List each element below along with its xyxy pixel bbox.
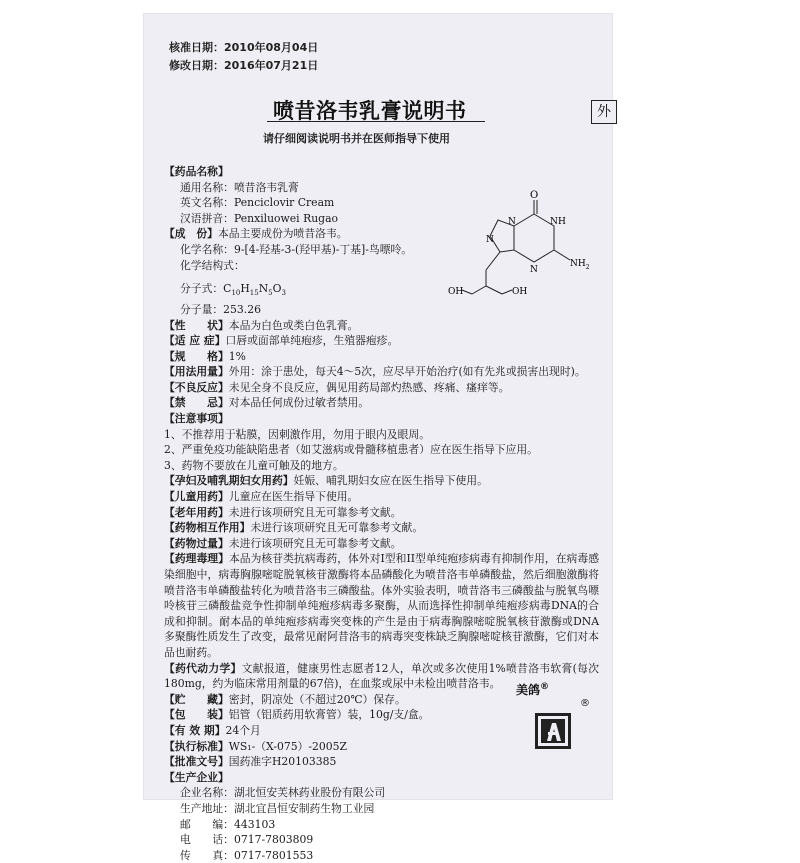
company-logo-icon bbox=[535, 713, 571, 749]
section-label: 【不良反应】 bbox=[164, 380, 229, 394]
leaflet-sheet bbox=[143, 13, 613, 862]
pharmacology-text: 本品为核苷类抗病毒药，体外对I型和II型单纯疱疹病毒有抑制作用，在病毒感染细胞中，病毒胸腺嘧啶脱氧核苷激酶将本品磷酸化为喷昔洛韦单磷酸盐，然后细胞激酶将喷昔洛韦单磷酸盐转化为喷昔洛韦三磷酸盐。体外实验表明，喷昔洛韦三磷酸盐与脱氧鸟嘌呤核苷三磷酸盐竞争性抑制单纯疱疹病毒多聚酶，从而选择性抑制单纯疱疹病毒DNA的合成和抑制。耐本品的单纯疱疹病毒突变株的产生是由于病毒胸腺嘧啶脱氧核苷激酶或DNA多聚酶性质发生了改变，最常见耐阿昔洛韦的病毒突变株缺乏胸腺嘧啶核苷激酶，它们对本品也耐药。 bbox=[164, 552, 599, 659]
ingredients-label: 【成 份】 bbox=[164, 227, 218, 241]
section-row bbox=[164, 505, 599, 521]
section-row bbox=[164, 318, 599, 334]
revision-date: 修改日期：2016年07月21日 bbox=[169, 59, 319, 72]
precaution-item: 1、不推荐用于粘膜，因刺激作用，勿用于眼内及眼周。 bbox=[164, 427, 430, 441]
sections-group-3 bbox=[164, 692, 599, 770]
section-label: 【药物相互作用】 bbox=[164, 521, 251, 535]
precaution-item: 2、严重免疫功能缺陷患者（如艾滋病或骨髓移植患者）应在医生指导下应用。 bbox=[164, 443, 538, 457]
manufacturer-line: 邮 编：443103 bbox=[180, 817, 276, 831]
section-label: 【老年用药】 bbox=[164, 505, 229, 519]
section-text: 铝管（铝质药用软膏管）装，10g/支/盒。 bbox=[228, 708, 430, 722]
section-row bbox=[164, 754, 599, 770]
section-row bbox=[164, 707, 599, 723]
precaution-item: 3、药物不要放在儿童可触及的地方。 bbox=[164, 458, 344, 472]
section-text: 未见全身不良反应，偶见用药局部灼热感、疼痛、瘙痒等。 bbox=[228, 380, 510, 394]
section-text: 儿童应在医生指导下使用。 bbox=[228, 490, 359, 504]
section-row bbox=[164, 739, 599, 755]
section-row bbox=[164, 520, 599, 536]
hydroxyl-right: OH bbox=[512, 287, 528, 297]
section-label: 【适 应 症】 bbox=[164, 334, 226, 348]
section-text: 本品为白色或类白色乳膏。 bbox=[228, 318, 359, 332]
english-name: 英文名称：Penciclovir Cream bbox=[180, 196, 335, 210]
section-text: 口唇或面部单纯疱疹，生殖器疱疹。 bbox=[225, 334, 399, 348]
manufacturer-line: 生产地址：湖北宜昌恒安制药生物工业园 bbox=[180, 801, 375, 815]
approval-date: 核准日期：2010年08月04日 bbox=[169, 41, 319, 54]
section-label: 【有 效 期】 bbox=[164, 723, 226, 737]
hydroxyl-left: OH bbox=[448, 287, 464, 297]
section-text: 未进行该项研究且无可靠参考文献。 bbox=[250, 521, 424, 535]
precautions-heading: 【注意事项】 bbox=[164, 412, 229, 426]
section-label: 【批准文号】 bbox=[164, 755, 229, 769]
structure-label: 化学结构式： bbox=[180, 258, 245, 272]
molecular-weight: 分子量：253.26 bbox=[180, 302, 261, 316]
sections-group-2 bbox=[164, 473, 599, 551]
ingredients-text: 本品主要成份为喷昔洛韦。 bbox=[217, 227, 348, 241]
section-label: 【禁 忌】 bbox=[164, 396, 229, 410]
atom-n1: N bbox=[550, 217, 558, 227]
atom-h: H bbox=[558, 217, 566, 227]
section-label: 【执行标准】 bbox=[164, 739, 229, 753]
section-label: 【性 状】 bbox=[164, 318, 229, 332]
section-text: 对本品任何成份过敏者禁用。 bbox=[228, 396, 370, 410]
atom-nh2: $NH_2$ bbox=[570, 259, 590, 271]
section-label: 【儿童用药】 bbox=[164, 490, 229, 504]
chemical-name: 化学名称：9-[4-羟基-3-(羟甲基)-丁基]-鸟嘌呤。 bbox=[180, 242, 413, 256]
section-row bbox=[164, 536, 599, 552]
pinyin-name: 汉语拼音：Penxiluowei Rugao bbox=[180, 211, 339, 225]
section-row bbox=[164, 380, 599, 396]
section-row bbox=[164, 349, 599, 365]
section-text: WS₁-（X-075）-2005Z bbox=[228, 739, 348, 753]
document-title: 喷昔洛韦乳膏说明书 bbox=[273, 99, 467, 123]
manufacturer-list bbox=[164, 785, 599, 863]
sections-group-1 bbox=[164, 318, 599, 412]
section-row bbox=[164, 395, 599, 411]
section-row bbox=[164, 723, 599, 739]
manufacturer-line: 传 真：0717-7801553 bbox=[180, 848, 314, 862]
pharmacokinetics-label: 【药代动力学】 bbox=[164, 661, 242, 675]
chemical-structure-diagram bbox=[446, 186, 601, 306]
atom-n-left: N bbox=[508, 217, 516, 227]
precautions-list bbox=[164, 427, 599, 474]
section-row bbox=[164, 333, 599, 349]
atom-n-imidazole: N bbox=[486, 235, 494, 245]
section-row bbox=[164, 364, 599, 380]
date-block bbox=[169, 39, 318, 75]
section-row bbox=[164, 489, 599, 505]
section-text: 未进行该项研究且无可靠参考文献。 bbox=[228, 505, 402, 519]
section-text: 国药准字H20103385 bbox=[228, 755, 337, 769]
manufacturer-line: 电 话：0717-7803809 bbox=[180, 833, 314, 847]
section-text: 外用：涂于患处，每天4～5次，应尽早开始治疗(如有先兆或损害出现时)。 bbox=[228, 365, 586, 379]
section-text: 24个月 bbox=[225, 723, 261, 737]
molecular-formula: 分子式：$C_{10}H_{15}N_5O_3$ bbox=[180, 282, 286, 298]
section-row bbox=[164, 473, 599, 489]
generic-name: 通用名称：喷昔洛韦乳膏 bbox=[180, 180, 299, 194]
atom-n-bottom: N bbox=[530, 265, 538, 275]
section-label: 【包 装】 bbox=[164, 708, 229, 722]
manufacturer-line: 企业名称：湖北恒安芙林药业股份有限公司 bbox=[180, 786, 386, 800]
section-text: 妊娠、哺乳期妇女应在医生指导下使用。 bbox=[293, 474, 488, 488]
section-text: 未进行该项研究且无可靠参考文献。 bbox=[228, 536, 402, 550]
external-use-badge: 外 bbox=[591, 100, 617, 124]
section-text: 1% bbox=[228, 349, 246, 363]
logo-registered-mark: ® bbox=[580, 698, 590, 709]
pharmacology-label: 【药理毒理】 bbox=[164, 552, 229, 566]
manufacturer-heading: 【生产企业】 bbox=[164, 770, 229, 784]
section-label: 【贮 藏】 bbox=[164, 692, 229, 706]
atom-o: O bbox=[530, 190, 539, 201]
document-subtitle: 请仔细阅读说明书并在医师指导下使用 bbox=[263, 132, 450, 145]
section-text: 密封，阴凉处（不超过20℃）保存。 bbox=[228, 692, 406, 706]
pharmacology-paragraph bbox=[164, 551, 599, 660]
brand-name: 美鸽® bbox=[516, 682, 550, 697]
section-label: 【孕妇及哺乳期妇女用药】 bbox=[164, 474, 294, 488]
section-label: 【药物过量】 bbox=[164, 536, 229, 550]
section-label: 【规 格】 bbox=[164, 349, 229, 363]
drug-name-heading: 【药品名称】 bbox=[164, 165, 229, 178]
pharmacokinetics-text: 文献报道，健康男性志愿者12人，单次或多次使用1%喷昔洛韦软膏(每次180mg，约为临床常用剂量的67倍)，在血浆或尿中未检出喷昔洛韦。 bbox=[164, 661, 600, 691]
section-label: 【用法用量】 bbox=[164, 365, 229, 379]
title-underline bbox=[267, 121, 485, 122]
